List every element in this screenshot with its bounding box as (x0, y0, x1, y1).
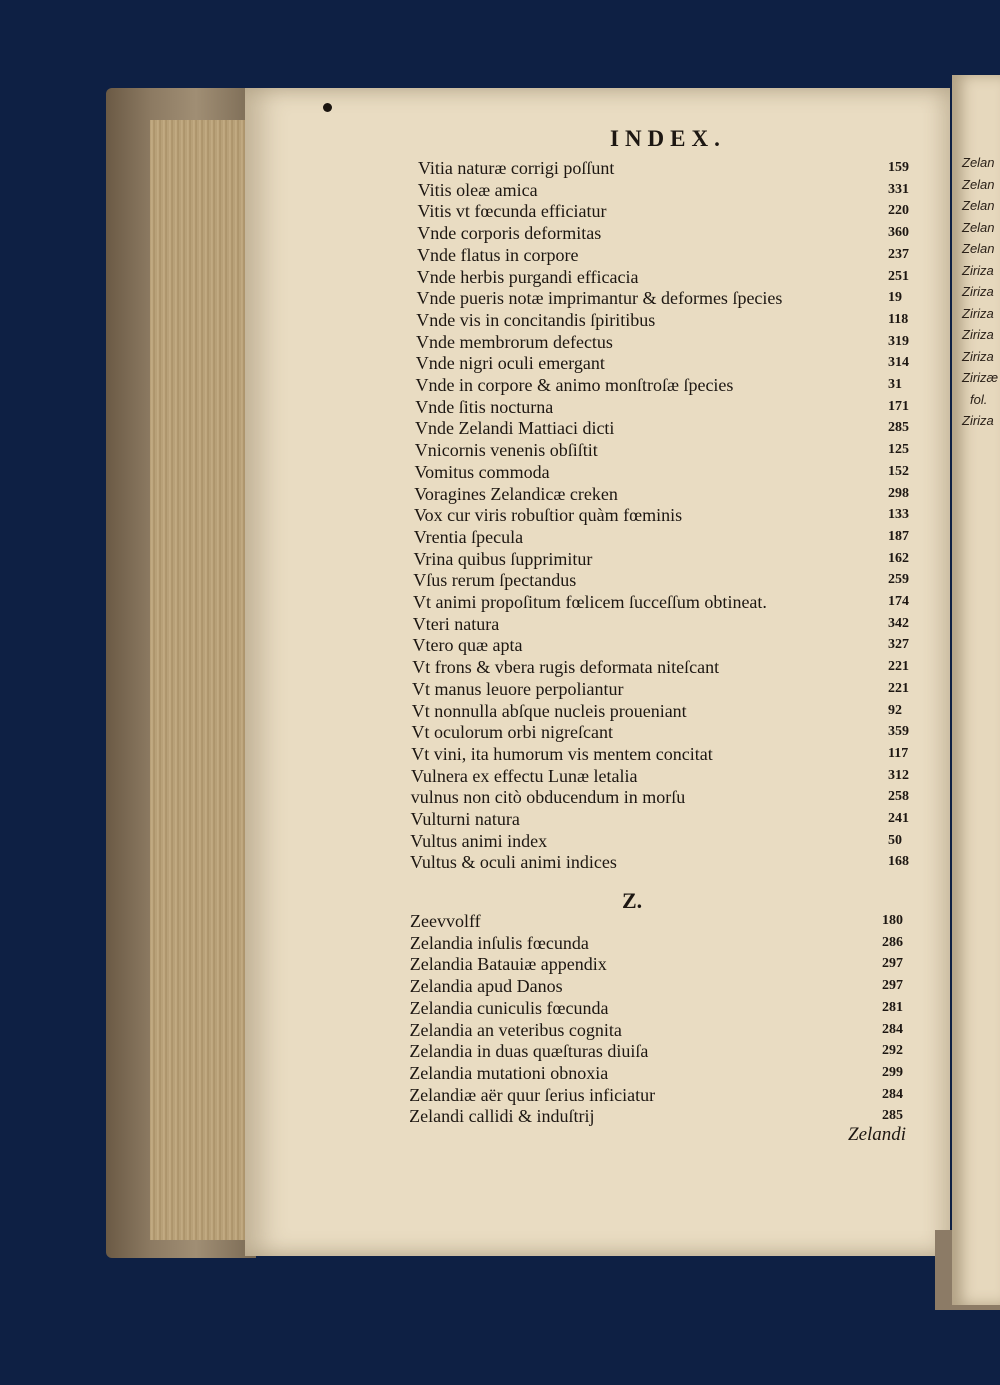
right-page-fragment: Ziriza (962, 413, 994, 428)
entry-page-number: 187 (888, 528, 909, 544)
entry-text: Zelandi callidi & induſtrij (409, 1106, 595, 1127)
index-entry (417, 266, 918, 288)
entry-page-number: 31 (888, 377, 902, 392)
entry-page-number: 171 (888, 398, 909, 414)
entry-page-number: 342 (888, 615, 909, 631)
index-entry (416, 331, 918, 353)
entry-text: Vſus rerum ſpectandus (413, 570, 577, 591)
index-entry (410, 953, 912, 975)
entry-text: Voragines Zelandicæ creken (414, 483, 618, 504)
entry-text: Vnde flatus in corpore (417, 244, 579, 265)
index-entry (415, 396, 918, 418)
index-entry (412, 656, 918, 678)
index-entry (409, 1062, 912, 1084)
entry-page-number: 297 (881, 956, 903, 972)
entry-page-number: 314 (888, 355, 909, 371)
entry-text: Vnde Zelandi Mattiaci dicti (415, 418, 615, 439)
right-page-fragment: Ziriza (962, 327, 994, 342)
entry-text: Vitis vt fœcunda efficiatur (417, 201, 607, 222)
entry-text: Vnde ſitis nocturna (415, 396, 554, 417)
entry-page-number: 241 (888, 811, 909, 826)
entry-page-number: 221 (888, 680, 909, 696)
index-entry (418, 179, 918, 201)
entry-text: Zelandia in duas quæſturas diuiſa (409, 1041, 649, 1062)
index-entry (417, 287, 919, 309)
index-entry (411, 743, 918, 765)
entry-text: Zelandia mutationi obnoxia (409, 1062, 609, 1083)
entry-page-number: 159 (888, 160, 909, 175)
entry-text: Vnde corporis deformitas (417, 223, 602, 244)
index-entry (415, 417, 918, 439)
index-entry (416, 352, 918, 374)
index-entry (414, 504, 918, 526)
entry-page-number: 285 (888, 420, 909, 436)
right-page-fragment: Zirizæ (962, 370, 999, 385)
index-entry (410, 975, 912, 997)
index-entry (412, 700, 918, 722)
index-entry (418, 200, 919, 222)
entry-page-number: 118 (888, 311, 909, 327)
entry-page-number: 297 (881, 978, 903, 994)
entry-text: Vulturni natura (410, 809, 520, 829)
entry-page-number: 312 (888, 767, 909, 783)
entry-page-number: 319 (888, 333, 909, 349)
right-page-fragment: Zelan (962, 219, 995, 235)
entry-page-number: 174 (888, 594, 909, 609)
index-entry (417, 222, 918, 244)
entry-text: Zelandia apud Danos (409, 976, 563, 997)
entry-text: Vnde nigri oculi emergant (415, 353, 605, 374)
entry-text: Vnicornis venenis obſiſtit (414, 440, 598, 461)
entry-text: Vrentia ſpecula (413, 526, 524, 547)
index-entry (414, 483, 918, 505)
index-entry (411, 765, 918, 787)
entry-page-number: 292 (881, 1043, 903, 1059)
entry-text: Zelandia cuniculis fœcunda (409, 997, 609, 1018)
entry-page-number: 152 (888, 463, 909, 479)
entry-page-number: 281 (881, 999, 903, 1015)
entry-page-number: 168 (888, 854, 909, 870)
worm-hole (323, 103, 332, 112)
entry-page-number: 284 (882, 1021, 903, 1037)
index-entry (417, 244, 918, 266)
right-page-fragment: fol. (970, 391, 988, 407)
entry-page-number: 50 (888, 832, 902, 848)
right-page-fragment: Zelan (962, 176, 995, 192)
entry-text: Vt manus leuore perpoliantur (412, 678, 624, 699)
entry-text: Zelandiæ aër quur ſerius inficiatur (409, 1084, 656, 1105)
entry-text: Vt nonnulla abſque nucleis proueniant (411, 700, 687, 721)
entry-page-number: 299 (881, 1064, 903, 1080)
entry-text: Vitia naturæ corrigi poſſunt (418, 158, 615, 178)
entry-page-number: 133 (888, 507, 909, 523)
entry-text: Vnde vis in concitandis ſpiritibus (416, 309, 656, 330)
right-page-fragment: Ziriza (962, 348, 994, 364)
entry-page-number: 284 (881, 1086, 903, 1102)
index-entry (416, 374, 919, 396)
right-page-fragment: Zelan (962, 155, 995, 170)
index-entry (412, 678, 918, 700)
section-letter: Z. (622, 888, 643, 913)
entry-page-number: 221 (888, 659, 909, 675)
right-page-fragment: Ziriza (962, 284, 994, 299)
entry-page-number: 258 (888, 789, 909, 805)
entry-page-number: 251 (888, 268, 909, 284)
entry-page-number: 360 (888, 225, 909, 241)
entry-page-number: 286 (881, 934, 903, 950)
entry-text: Zelandia Batauiæ appendix (409, 954, 607, 975)
entry-text: Vt oculorum orbi nigreſcant (411, 722, 613, 743)
entry-page-number: 331 (888, 181, 909, 197)
index-entry (418, 157, 918, 179)
entry-page-number: 19 (888, 290, 902, 306)
entry-text: vulnus non citò obducendum in morſu (410, 787, 686, 808)
entry-text: Zelandia inſulis fœcunda (409, 932, 589, 953)
index-entry (410, 932, 912, 954)
entry-text: Vt frons & vbera rugis deformata niteſcant (412, 657, 720, 678)
index-entry (415, 439, 918, 461)
entry-page-number: 220 (888, 203, 909, 219)
entry-text: Vnde membrorum defectus (416, 331, 613, 352)
ink-bleed-through (170, 150, 240, 350)
index-entry (413, 634, 919, 656)
right-page-fragment: Ziriza (962, 262, 994, 278)
entry-page-number: 162 (888, 550, 909, 566)
entry-text: Vnde in corpore & animo monſtroſæ ſpecies (415, 375, 734, 395)
index-entry (409, 1084, 912, 1106)
right-page-fragment: Ziriza (962, 305, 994, 321)
index-heading: INDEX. (610, 126, 726, 151)
entry-text: Vt animi propoſitum fœlicem ſucceſſum obtineat. (413, 592, 767, 612)
entry-text: Vtero quæ apta (412, 635, 523, 656)
entry-text: Vox cur viris robuſtior quàm fœminis (414, 505, 683, 526)
index-entry (414, 526, 918, 548)
index-entry (410, 1019, 913, 1041)
entry-text: Vultus animi index (410, 830, 548, 851)
index-entry (411, 808, 919, 830)
entry-page-number: 285 (881, 1108, 903, 1124)
index-entry (413, 613, 918, 635)
entry-page-number: 180 (882, 913, 903, 928)
entry-page-number: 92 (888, 702, 902, 718)
index-entry (409, 1105, 912, 1127)
right-page-edge (952, 75, 1000, 1305)
entry-page-number: 259 (888, 572, 909, 588)
entry-page-number: 237 (888, 246, 909, 262)
entry-text: Vulnera ex effectu Lunæ letalia (411, 765, 638, 786)
index-entry (410, 997, 912, 1019)
index-entry (410, 910, 912, 932)
index-entry (413, 569, 918, 591)
entry-text: Zeevvolff (410, 911, 481, 931)
catchword: Zelandi (848, 1124, 907, 1145)
entry-text: Vnde herbis purgandi efficacia (416, 266, 639, 287)
index-entry (410, 851, 918, 873)
entry-page-number: 298 (888, 485, 909, 501)
entry-page-number: 117 (888, 745, 909, 761)
entry-text: Zelandia an veteribus cognita (409, 1019, 622, 1040)
entry-text: Vnde pueris notæ imprimantur & deformes ſpecies (416, 288, 783, 309)
entry-page-number: 125 (888, 442, 909, 458)
index-entry (414, 548, 919, 570)
index-entry (413, 591, 918, 613)
entry-page-number: 359 (888, 724, 909, 740)
index-entry (415, 461, 919, 483)
entry-text: Vt vini, ita humorum vis mentem concitat (411, 743, 713, 764)
index-entry (410, 830, 918, 852)
entry-text: Vrina quibus ſupprimitur (413, 548, 593, 569)
right-page-fragment: Zelan (962, 198, 995, 213)
index-entry (416, 309, 918, 331)
entry-text: Vitis oleæ amica (417, 179, 538, 200)
index-entry (411, 786, 918, 808)
index-entry (412, 721, 919, 743)
entry-text: Vomitus commoda (414, 461, 550, 482)
index-entry (409, 1040, 912, 1062)
entry-text: Vteri natura (412, 613, 500, 634)
entry-page-number: 327 (888, 637, 909, 653)
right-page-fragment: Zelan (962, 241, 995, 256)
entry-text: Vultus & oculi animi indices (410, 852, 617, 873)
